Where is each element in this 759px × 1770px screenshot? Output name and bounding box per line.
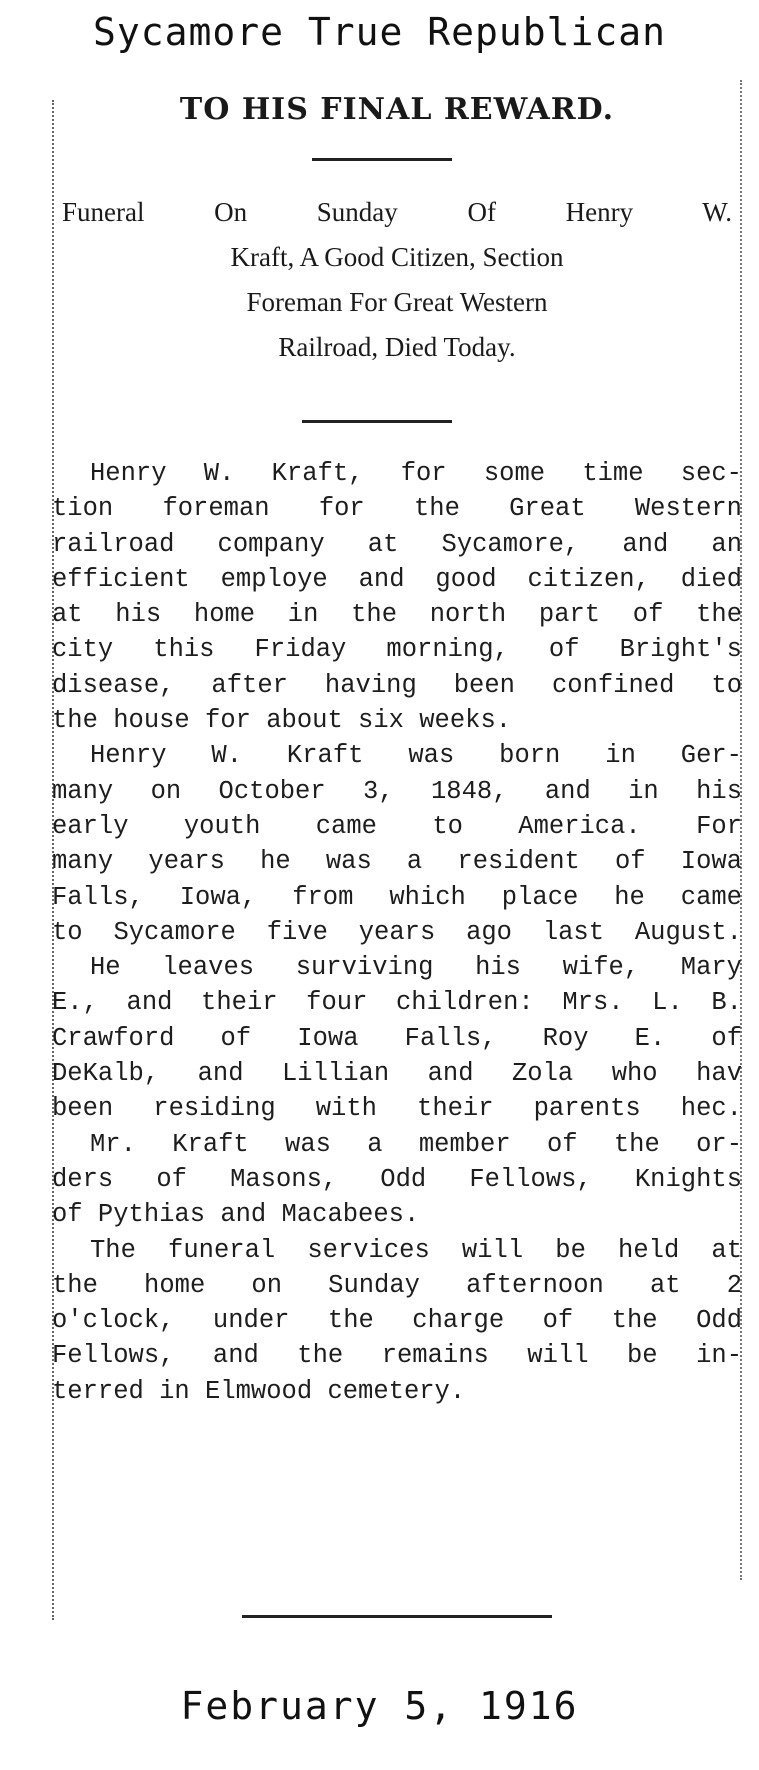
text-line: He leaves surviving his wife, Mary: [90, 953, 742, 983]
text-line: Crawford of Iowa Falls, Roy E. of: [52, 1023, 742, 1053]
paragraph: [52, 738, 742, 950]
text-line: The funeral services will be held at: [90, 1235, 742, 1265]
text-line: o'clock, under the charge of the Odd: [52, 1306, 742, 1336]
text-line: city this Friday morning, of Bright's: [52, 635, 742, 665]
text-line: disease, after having been confined to: [52, 670, 742, 700]
text-line: of Pythias and Macabees.: [52, 1200, 420, 1230]
headline: TO HIS FINAL REWARD.: [179, 92, 615, 127]
subhead-line: Kraft, A Good Citizen, Section: [230, 242, 564, 272]
paragraph: [52, 456, 742, 738]
text-line: the house for about six weeks.: [52, 706, 512, 736]
paragraph: [52, 950, 742, 1126]
text-line: efficient employe and good citizen, died: [52, 564, 742, 594]
text-line: ders of Masons, Odd Fellows, Knights: [52, 1164, 742, 1194]
text-line: Henry W. Kraft was born in Ger-: [90, 741, 742, 771]
text-line: the home on Sunday afternoon at 2: [52, 1270, 742, 1300]
text-line: DeKalb, and Lillian and Zola who hav: [52, 1059, 742, 1089]
subhead-divider: [302, 420, 452, 423]
paragraph: [52, 1127, 742, 1233]
headline-divider: [312, 158, 452, 161]
text-line: many years he was a resident of Iowa: [52, 847, 742, 877]
text-line: many on October 3, 1848, and in his: [52, 776, 742, 806]
text-line: Falls, Iowa, from which place he came: [52, 882, 742, 912]
text-line: Henry W. Kraft, for some time sec-: [90, 459, 742, 488]
subhead-line: Railroad, Died Today.: [278, 332, 516, 362]
text-line: tion foreman for the Great Western: [52, 494, 742, 524]
paragraph: [52, 1233, 742, 1409]
subhead-line: Funeral On Sunday Of Henry W.: [62, 197, 732, 227]
subhead-line: Foreman For Great Western: [246, 287, 548, 317]
text-line: been residing with their parents hec.: [52, 1094, 742, 1124]
masthead: Sycamore True Republican: [92, 10, 667, 54]
text-line: early youth came to America. For: [52, 811, 742, 841]
text-line: Mr. Kraft was a member of the or-: [90, 1129, 742, 1159]
dateline: February 5, 1916: [180, 1684, 579, 1728]
text-line: E., and their four children: Mrs. L. B.: [52, 988, 742, 1018]
text-line: at his home in the north part of the: [52, 600, 742, 630]
text-line: to Sycamore five years ago last August.: [52, 917, 742, 947]
article-end-rule: [242, 1615, 552, 1618]
text-line: railroad company at Sycamore, and an: [52, 529, 742, 559]
subheadline: [52, 190, 742, 370]
article-body: [52, 456, 742, 1409]
text-line: terred in Elmwood cemetery.: [52, 1376, 466, 1406]
text-line: Fellows, and the remains will be in-: [52, 1341, 742, 1371]
newspaper-clipping: [52, 70, 742, 1645]
